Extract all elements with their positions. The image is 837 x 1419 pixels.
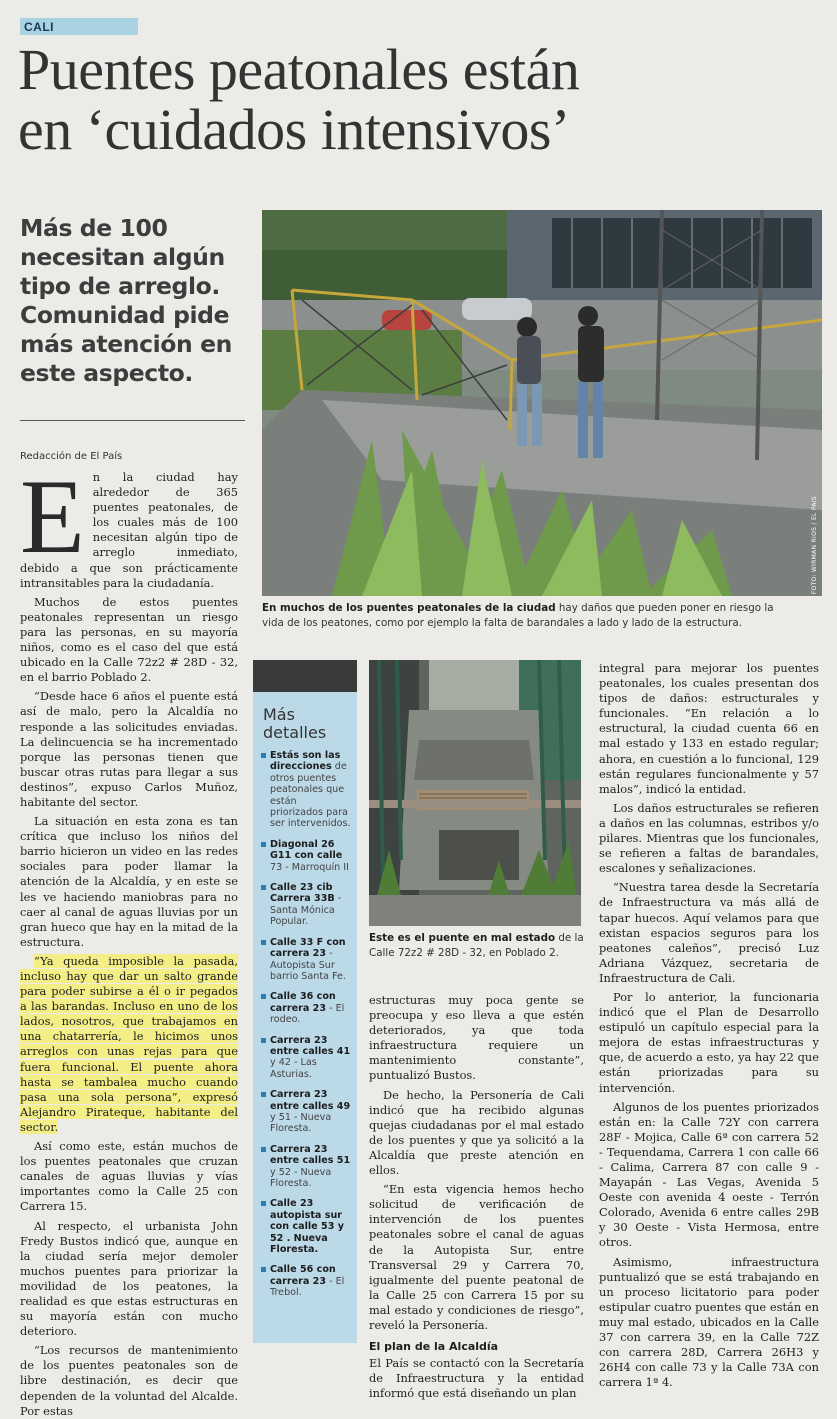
paragraph: Asimismo, infraestructura puntualizó que se está trabajando en un proceso licitatorio para poder estipular cuatro puentes que están en muy mal estado, ubicados en la Calle 37 con carrera 39, en la Calle 72Z con carrera 28D, Carrera 26H3 y 26H4 con calle 73 y la Calle 73A con carrera 1ª 4. (599, 1254, 819, 1390)
headline-line-2: en ‘cuidados intensivos’ (18, 97, 570, 162)
damaged-bridge-illustration (369, 660, 581, 926)
drop-cap: E (20, 458, 85, 575)
highlighted-quote (20, 954, 238, 1135)
sidebar-item: Calle 23 cib Carrera 33B - Santa Mónica Popular. (261, 882, 351, 928)
divider (20, 420, 245, 421)
bridge-caption-bold: Este es el puente en mal estado (369, 932, 556, 944)
main-photo (262, 210, 822, 596)
article-column-3 (369, 993, 584, 1401)
paragraph: El País se contactó con la Secretaría de Infraestructura y la entidad informó que está diseñando un plan (369, 1356, 584, 1401)
sidebar-item: Carrera 23 entre calles 51 y 52 - Nueva Floresta. (261, 1144, 351, 1190)
paragraph: De hecho, la Personería de Cali indicó que ha recibido algunas quejas ciudadanas por el mal estado de los puentes y que ya solicitó a la Alcaldía que preste atención en ellos. (369, 1087, 584, 1178)
sidebar-item: Carrera 23 entre calles 41 y 42 - Las Asturias. (261, 1035, 351, 1081)
bridge-photo-caption (369, 931, 584, 961)
sidebar-title: Más detalles (263, 705, 327, 742)
paragraph: La situación en esta zona es tan crítica que incluso los niños del barrio hicieron un video en las redes sociales para poder llamar la atención de la Alcaldía, y en este se les ve haciendo maniobras para no caer al canal de aguas lluvias por un gran hueco que hay en la mitad de la estructura. (20, 814, 238, 949)
paragraph: “Los recursos de mantenimiento de los puentes peatonales son de libre destinación, es decir que dependen de la voluntad del Alcalde. Por estas (20, 1343, 238, 1418)
sidebar-item: Diagonal 26 G11 con calle 73 - Marroquín II (261, 839, 351, 873)
article-column-1 (20, 458, 238, 1419)
headline-line-1: Puentes peatonales están (18, 37, 580, 102)
sidebar-item: Calle 56 con carrera 23 - El Trebol. (261, 1264, 351, 1298)
sidebar-item: Estás son las direcciones de otros puentes peatonales que están priorizados para ser intervenidos. (261, 750, 351, 830)
highlighted-text: “Ya queda imposible la pasada, incluso hay que dar un salto grande para poder subirse a él o ir pegados a las barandas. Incluso en uno de los lados, nosotros, que trabajamos en una chatarrería, le hicimos unos arreglos con unas rejas para que fuera funcional. El puente ahora hasta se tambalea mucho cuando pasa una sola persona”, expresó Alejandro Pirateque, habitante del sector. (20, 953, 238, 1134)
paragraph: Algunos de los puentes priorizados están en: la Calle 72Y con carrera 28F - Mojica, Calle 6ª con carrera 52 - Tequendama, Carrera 1 con calle 66 - Calima, Carrera 87 con calle 9 - Mayapán - Las Vegas, Avenida 5 Oeste con avenida 4 oeste - Terrón Colorado, Avenida 6 entre calles 29B y 30 Oeste - Vista Hermosa, entre otros. (599, 1099, 819, 1250)
bridge-photo (369, 660, 581, 926)
headline (18, 37, 818, 162)
paragraph: estructuras muy poca gente se preocupa y eso lleva a que estén deteriorados, ya que toda infraestructura requiere un mantenimiento constante”, puntualizó Bustos. (369, 993, 584, 1083)
photo-credit: FOTO: WIRMAN RÍOS / EL PAÍS (811, 495, 818, 594)
paragraph: “Nuestra tarea desde la Secretaría de Infraestructura va más allá de tapar huecos. Aquí velamos para que existan espacios seguros para los peatones caleños”, precisó Luz Adriana Vázquez, secretaria de Infraestructura de Cali. (599, 880, 819, 985)
paragraph: Así como este, están muchos de los puentes peatonales que cruzan canales de aguas lluvias y vías importantes como la Calle 25 con Carrera 15. (20, 1139, 238, 1214)
bridge-walkers-illustration (262, 210, 822, 596)
subheading: El plan de la Alcaldía (369, 1340, 499, 1354)
sidebar-header-bar (253, 660, 357, 692)
paragraph: “Desde hace 6 años el puente está así de malo, pero la Alcaldía no responde a las solicitudes enviadas. La delincuencia se ha incrementado porque las personas tienen que buscar otras rutas para llegar a sus destinos”, expuso Carlos Muñoz, habitante del sector. (20, 689, 238, 809)
paragraph: Al respecto, el urbanista John Fredy Bustos indicó que, aunque en la ciudad sería mejor demoler muchos puentes para priorizar la movilidad de los peatones, la realidad es que estas estructuras en su mayoría están con mucho deterioro. (20, 1218, 238, 1339)
sidebar-item: Calle 23 autopista sur con calle 53 y 52 . Nueva Floresta. (261, 1198, 351, 1255)
paragraph: Los daños estructurales se refieren a daños en las columnas, estribos y/o pilares. Mientras que los funcionales, se refieren a faltas de barandales, escalones y señalizaciones. (599, 800, 819, 876)
bridge-caption-text: de la Calle 72z2 # 28D - 32, en Poblado 2. (369, 932, 584, 959)
paragraph: Muchos de estos puentes peatonales representan un riesgo para las personas, en su mayoría niños, como es el caso del que está ubicado en la Calle 72z2 # 28D - 32, en el barrio Poblado 2. (20, 594, 238, 685)
section-tag: CALI (20, 18, 138, 35)
paragraph: integral para mejorar los puentes peatonales, los cuales presentan dos tipos de daños: estructurales y funcionales. “En relación a lo estructural, la ciudad cuenta 66 en mal estado y 133 en estado regular; ahora, en cuestión a lo funcional, 129 están regulares funcionalmente y 57 malos”, indicó la entidad. (599, 661, 819, 796)
article-column-4 (599, 661, 819, 1390)
main-caption-text: hay daños que pueden poner en riesgo la vida de los peatones, como por ejemplo la falta de barandales a lado y lado de la estructura. (262, 602, 774, 629)
paragraph: Por lo anterior, la funcionaria indicó que el Plan de Desarrollo estipuló un capítulo especial para la mejora de estas infraestructuras y que, de acuerdo a esto, ya hay 22 que están priorizadas para su intervención. (599, 989, 819, 1095)
main-caption-bold: En muchos de los puentes peatonales de la ciudad (262, 602, 556, 614)
lead-paragraph: n la ciudad hay alrededor de 365 puentes peatonales, de los cuales más de 100 necesitan algún tipo de arreglo inmediato, debido a que son prácticamente intransitables para la ciudadanía. (20, 470, 238, 590)
sidebar-list (253, 750, 357, 1299)
sidebar-item: Calle 33 F con carrera 23 - Autopista Sur barrio Santa Fe. (261, 937, 351, 983)
paragraph: “En esta vigencia hemos hecho solicitud de verificación de intervención de los puentes peatonales sobre el canal de aguas de la Autopista Sur, entre Transversal 29 y Carrera 70, igualmente del puente peatonal de la Calle 25 con Carrera 15 por su mal estado y condiciones de riesgo”, reveló la Personería. (369, 1182, 584, 1332)
sidebar-item: Carrera 23 entre calles 49 y 51 - Nueva Floresta. (261, 1089, 351, 1135)
main-photo-caption (262, 601, 782, 631)
sidebar-item: Calle 36 con carrera 23 - El rodeo. (261, 991, 351, 1025)
dek-summary: Más de 100 necesitan algún tipo de arreglo. Comunidad pide más atención en este aspecto. (20, 214, 232, 387)
byline: Redacción de El País (20, 451, 123, 462)
details-sidebar (253, 660, 357, 1343)
